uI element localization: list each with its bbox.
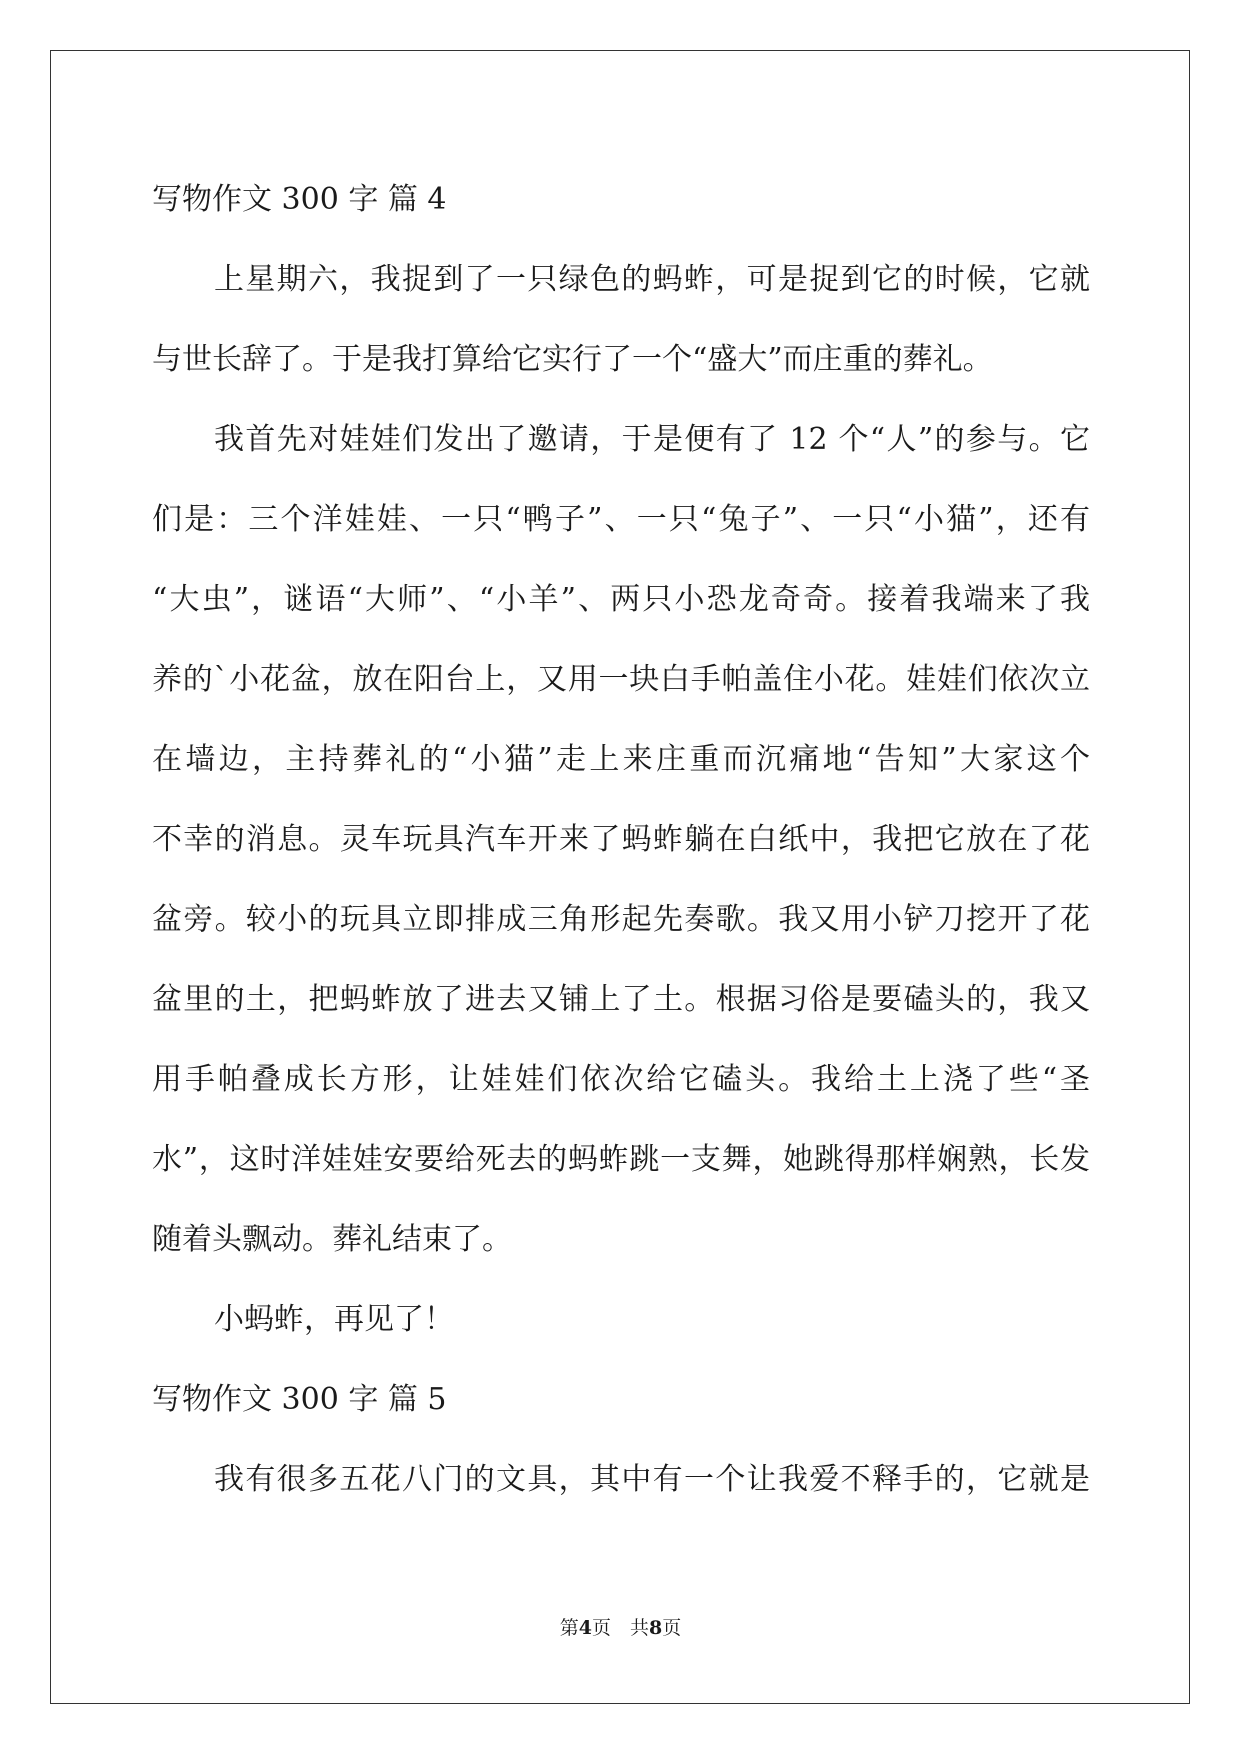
- text-line: 盆旁。较小的玩具立即排成三角形起先奏歌。我又用小铲刀挖开了花: [152, 902, 1090, 937]
- paragraph: [152, 1280, 1090, 1360]
- text-line: 盆里的土，把蚂蚱放了进去又铺上了土。根据习俗是要磕头的，我又: [152, 982, 1090, 1017]
- text-line: 小蚂蚱，再见了！: [214, 1302, 454, 1337]
- paragraph: [152, 1440, 1090, 1520]
- page-footer: [0, 1616, 1241, 1640]
- text-line: 上星期六，我捉到了一只绿色的蚂蚱，可是捉到它的时候，它就: [214, 262, 1090, 297]
- footer-prefix: 第: [559, 1617, 579, 1639]
- text-line: 用手帕叠成长方形，让娃娃们依次给它磕头。我给土上浇了些“圣: [152, 1062, 1090, 1097]
- text-line: 我有很多五花八门的文具，其中有一个让我爱不释手的，它就是: [214, 1462, 1090, 1497]
- text-line: 我首先对娃娃们发出了邀请，于是便有了 12 个“人”的参与。它: [214, 422, 1090, 457]
- text-line: 水”，这时洋娃娃安要给死去的蚂蚱跳一支舞，她跳得那样娴熟，长发: [152, 1142, 1090, 1177]
- text-line: “大虫”，谜语“大师”、“小羊”、两只小恐龙奇奇。接着我端来了我: [152, 582, 1090, 617]
- paragraph: [152, 400, 1090, 1280]
- text-line: 不幸的消息。灵车玩具汽车开来了蚂蚱躺在白纸中，我把它放在了花: [152, 822, 1090, 857]
- total-pages-number: 8: [649, 1617, 663, 1639]
- document-body: [152, 160, 1090, 1520]
- text-line: 随着头飘动。葬礼结束了。: [152, 1222, 512, 1257]
- current-page-number: 4: [578, 1617, 592, 1639]
- text-line: 与世长辞了。于是我打算给它实行了一个“盛大”而庄重的葬礼。: [152, 342, 993, 377]
- footer-suffix: 页: [662, 1617, 682, 1639]
- text-line: 们是：三个洋娃娃、一只“鸭子”、一只“兔子”、一只“小猫”，还有: [152, 502, 1090, 537]
- footer-middle: 页 共: [591, 1617, 649, 1639]
- section-heading: 写物作文 300 字 篇 4: [152, 182, 447, 217]
- paragraph: [152, 240, 1090, 400]
- text-line: 养的`小花盆，放在阳台上，又用一块白手帕盖住小花。娃娃们依次立: [152, 662, 1090, 697]
- text-line: 在墙边，主持葬礼的“小猫”走上来庄重而沉痛地“告知”大家这个: [152, 742, 1090, 777]
- section-heading: 写物作文 300 字 篇 5: [152, 1382, 447, 1417]
